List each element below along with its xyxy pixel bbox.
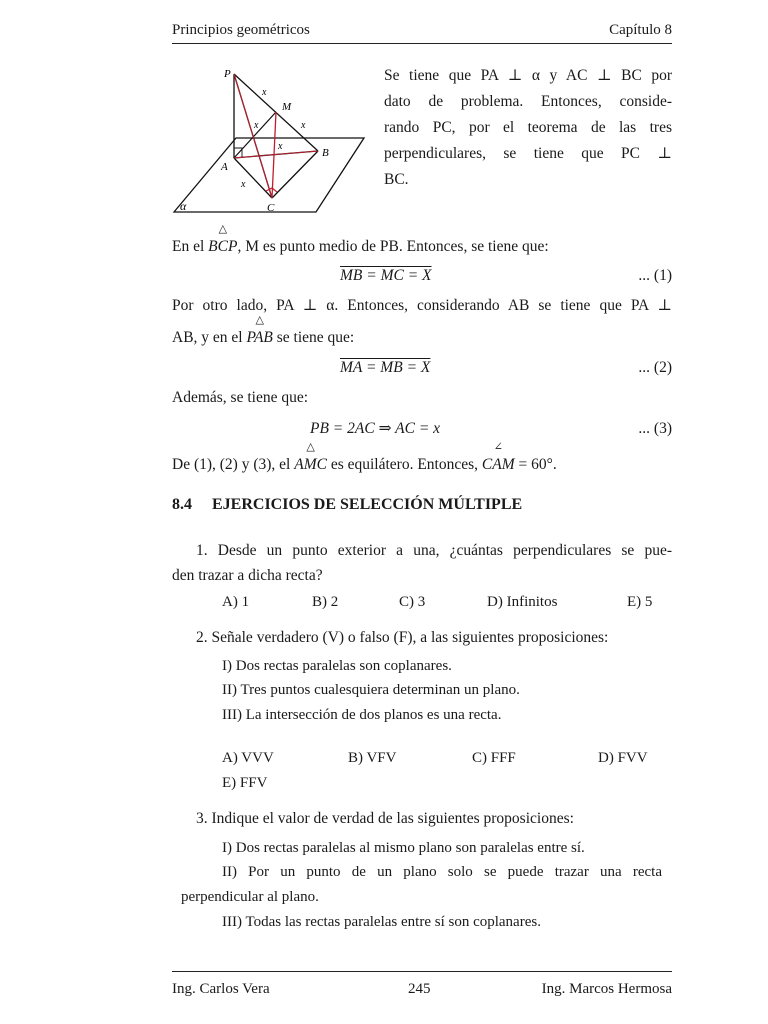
paragraph-2-line-1: Por otro lado, PA ⊥ α. Entonces, considerando AB se tiene que PA ⊥: [172, 297, 672, 314]
segment-AB-red: [234, 151, 318, 158]
q2-prop-1: I) Dos rectas paralelas son coplanares.: [222, 658, 452, 674]
geometry-figure: [166, 62, 372, 218]
label-x-mb: x: [301, 120, 306, 131]
equation-2-tag: ... (2): [638, 359, 672, 376]
label-A: A: [221, 161, 228, 173]
intro-line-5: BC.: [384, 171, 409, 188]
header-left: Principios geométricos: [172, 22, 310, 38]
triangle-BCP: △ BCP: [208, 236, 237, 258]
q2-stem: 2. Señale verdadero (V) o falso (F), a las siguientes proposiciones:: [196, 629, 609, 646]
q3-stem: 3. Indique el valor de verdad de las siguientes proposiciones:: [196, 810, 574, 827]
q3-prop-1: I) Dos rectas paralelas al mismo plano son paralelas entre sí.: [222, 840, 585, 856]
q1-option-b[interactable]: B) 2: [312, 594, 339, 610]
segment-AM: [234, 112, 276, 158]
q2-option-c[interactable]: C) FFF: [472, 750, 516, 766]
header-rule: [172, 43, 672, 44]
intro-line-3: rando PC, por el teorema de las tres: [384, 119, 672, 136]
q1-line-2: den trazar a dicha recta?: [172, 567, 323, 584]
intro-line-1: Se tiene que PA ⊥ α y AC ⊥ BC por: [384, 67, 672, 84]
equation-3: PB = 2AC ⇒ AC = x: [310, 420, 441, 437]
q2-option-d[interactable]: D) FVV: [598, 750, 648, 766]
label-C: C: [267, 202, 275, 214]
right-angle-mark-a: [234, 148, 242, 157]
angle-CAM: ∠ CAM: [482, 454, 515, 476]
footer-rule: [172, 971, 672, 972]
footer-right: Ing. Marcos Hermosa: [541, 981, 672, 997]
label-M: M: [282, 101, 292, 113]
paragraph-3: Además, se tiene que:: [172, 389, 309, 406]
label-P: P: [224, 68, 231, 80]
label-x-am: x: [254, 120, 259, 131]
triangle-AMC: △ AMC: [294, 454, 327, 476]
q3-prop-2-line-1: II) Por un punto de un plano solo se puede trazar una recta: [222, 864, 662, 880]
q1-option-e[interactable]: E) 5: [627, 594, 653, 610]
q1-option-d[interactable]: D) Infinitos: [487, 594, 558, 610]
segment-CB: [272, 151, 318, 198]
equation-2: MA = MB = X: [340, 359, 431, 376]
right-angle-mark-c: [266, 188, 277, 192]
q1-option-c[interactable]: C) 3: [399, 594, 426, 610]
triangle-PAB: △ PAB: [246, 327, 272, 349]
section-title: EJERCICIOS DE SELECCIÓN MÚLTIPLE: [212, 496, 523, 513]
intro-line-4: perpendiculares, se tiene que PC ⊥: [384, 145, 672, 162]
footer-left: Ing. Carlos Vera: [172, 981, 270, 997]
q1-line-1: 1. Desde un punto exterior a una, ¿cuántas perpendiculares se pue-: [196, 542, 672, 559]
page-number: 245: [408, 981, 431, 997]
plane-alpha: [174, 138, 364, 212]
header-right: Capítulo 8: [609, 22, 672, 38]
paragraph-4: De (1), (2) y (3), el △ AMC es equilátero. Entonces, ∠ CAM = 60°.: [172, 454, 557, 476]
intro-line-2: dato de problema. Entonces, conside-: [384, 93, 672, 110]
label-x-ac: x: [241, 179, 246, 190]
label-x-mc: x: [278, 141, 283, 152]
paragraph-1: En el △ BCP, M es punto medio de PB. Entonces, se tiene que:: [172, 236, 549, 258]
q2-prop-2: II) Tres puntos cualesquiera determinan un plano.: [222, 682, 520, 698]
equation-1: MB = MC = X: [340, 267, 432, 284]
q1-option-a[interactable]: A) 1: [222, 594, 250, 610]
q2-option-e[interactable]: E) FFV: [222, 775, 268, 791]
label-x-pm: x: [262, 87, 267, 98]
q2-option-a[interactable]: A) VVV: [222, 750, 274, 766]
label-B: B: [322, 147, 329, 159]
q3-prop-3: III) Todas las rectas paralelas entre sí son coplanares.: [222, 914, 541, 930]
paragraph-2-line-2: AB, y en el △ PAB se tiene que:: [172, 327, 354, 349]
equation-1-tag: ... (1): [638, 267, 672, 284]
q3-prop-2-line-2: perpendicular al plano.: [181, 889, 319, 905]
q2-option-b[interactable]: B) VFV: [348, 750, 397, 766]
section-number: 8.4: [172, 496, 192, 513]
equation-3-tag: ... (3): [638, 420, 672, 437]
label-alpha: α: [180, 199, 187, 213]
q2-prop-3: III) La intersección de dos planos es una recta.: [222, 707, 502, 723]
